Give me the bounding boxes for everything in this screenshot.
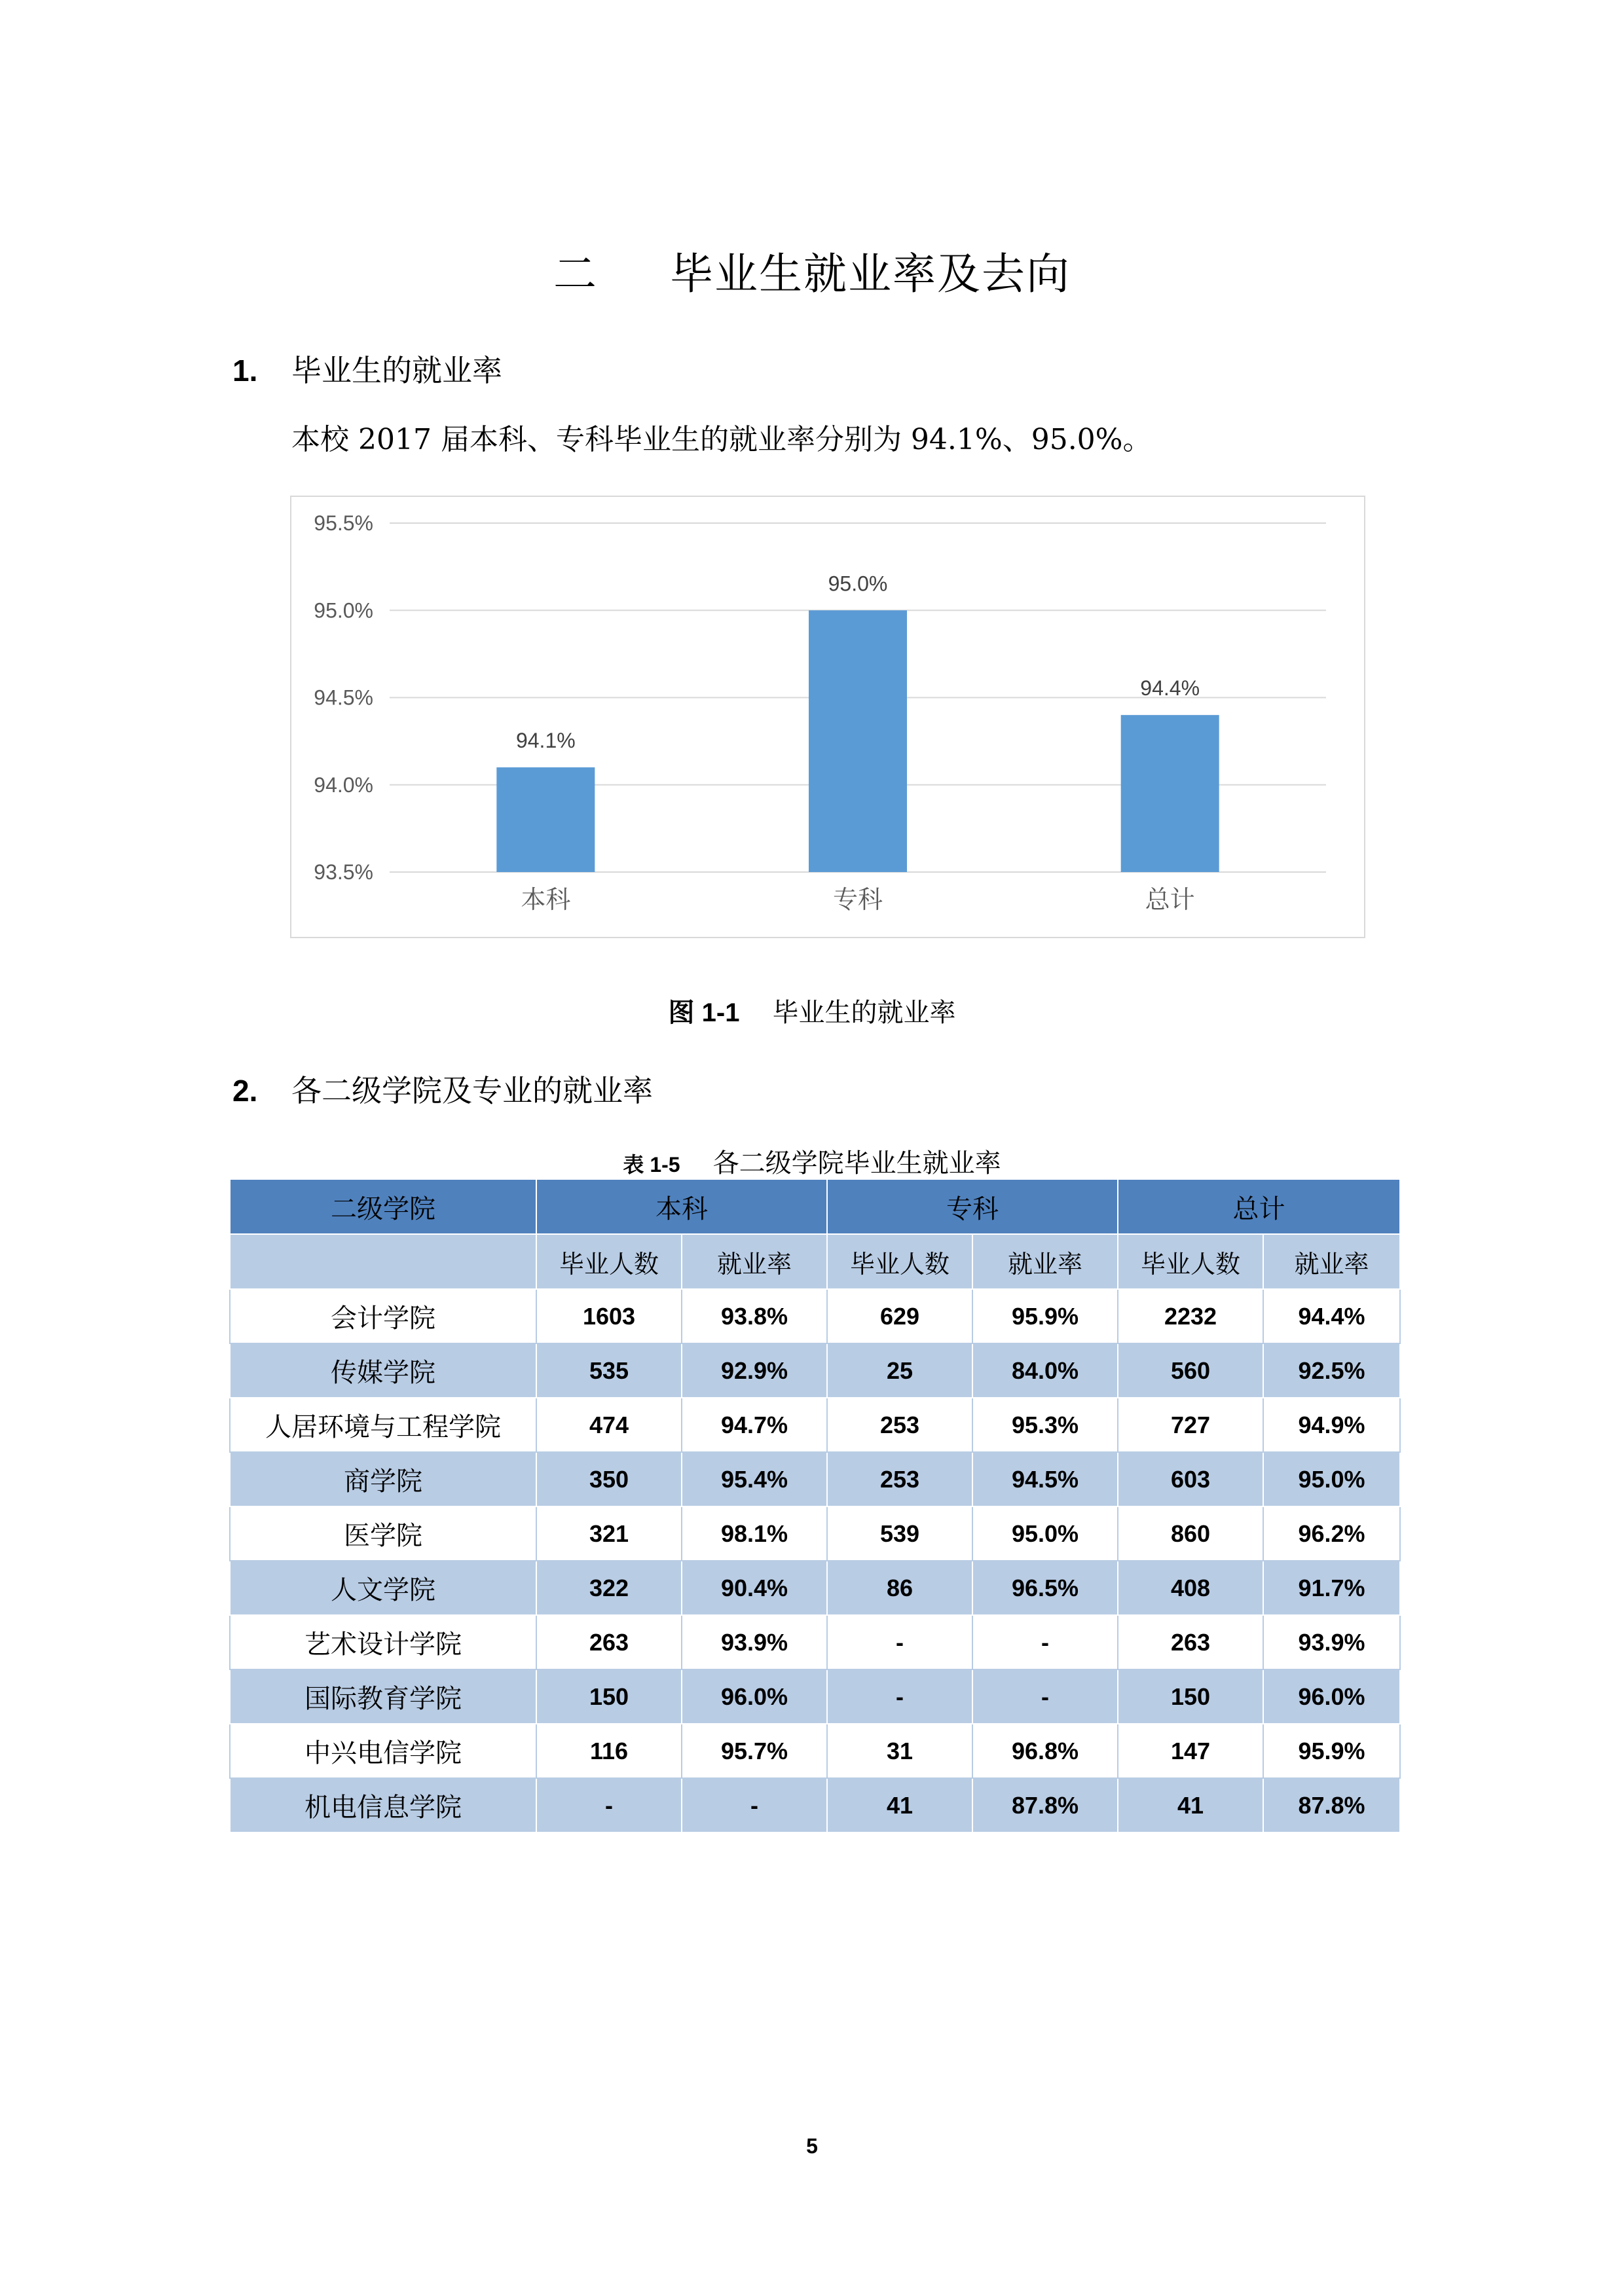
chart-canvas xyxy=(291,497,1364,937)
graduates-cell: 560 xyxy=(1118,1343,1263,1398)
college-name-cell: 机电信息学院 xyxy=(230,1778,536,1832)
y-tick-label: 93.5% xyxy=(314,860,373,884)
subheader-rate: 就业率 xyxy=(972,1234,1118,1289)
graduates-cell: 31 xyxy=(827,1724,972,1778)
table-row xyxy=(230,1561,1400,1615)
graduates-cell: 41 xyxy=(827,1778,972,1832)
section-title: 毕业生的就业率 xyxy=(291,353,502,388)
graduates-cell: 253 xyxy=(827,1398,972,1452)
bar-chart xyxy=(290,496,1365,938)
college-name-cell: 商学院 xyxy=(230,1452,536,1506)
graduates-cell: 321 xyxy=(536,1506,682,1561)
graduates-cell: - xyxy=(827,1615,972,1669)
college-name-cell: 医学院 xyxy=(230,1506,536,1561)
x-category-label: 总计 xyxy=(1145,885,1195,914)
rate-cell: 93.9% xyxy=(682,1615,827,1669)
college-name-cell: 会计学院 xyxy=(230,1289,536,1343)
table-row xyxy=(230,1452,1400,1506)
rate-cell: 93.8% xyxy=(682,1289,827,1343)
table-subheader-row xyxy=(230,1234,1400,1289)
graduates-cell: 350 xyxy=(536,1452,682,1506)
graduates-cell: - xyxy=(827,1669,972,1724)
y-tick-label: 95.5% xyxy=(314,511,373,535)
rate-cell: 84.0% xyxy=(972,1343,1118,1398)
rate-cell: 96.2% xyxy=(1263,1506,1400,1561)
table-row xyxy=(230,1289,1400,1343)
subheader-graduates: 毕业人数 xyxy=(536,1234,682,1289)
figure-caption-text: 毕业生的就业率 xyxy=(772,998,956,1028)
table-row xyxy=(230,1506,1400,1561)
intro-paragraph: 本校 2017 届本科、专科毕业生的就业率分别为 94.1%、95.0%。 xyxy=(291,423,1152,456)
bar xyxy=(496,767,595,872)
college-name-cell: 人居环境与工程学院 xyxy=(230,1398,536,1452)
table-label: 表 1-5 xyxy=(623,1153,680,1176)
bar xyxy=(809,610,907,872)
graduates-cell: 727 xyxy=(1118,1398,1263,1452)
graduates-cell: 629 xyxy=(827,1289,972,1343)
rate-cell: 98.1% xyxy=(682,1506,827,1561)
graduates-cell: 150 xyxy=(1118,1669,1263,1724)
graduates-cell: 116 xyxy=(536,1724,682,1778)
graduates-cell: 2232 xyxy=(1118,1289,1263,1343)
rate-cell: 95.0% xyxy=(1263,1452,1400,1506)
rate-cell: 95.9% xyxy=(1263,1724,1400,1778)
graduates-cell: 474 xyxy=(536,1398,682,1452)
table-caption-text: 各二级学院毕业生就业率 xyxy=(712,1148,1001,1178)
table-row xyxy=(230,1669,1400,1724)
college-name-cell: 中兴电信学院 xyxy=(230,1724,536,1778)
x-category-label: 本科 xyxy=(521,885,571,914)
rate-cell: 94.4% xyxy=(1263,1289,1400,1343)
rate-cell: 92.5% xyxy=(1263,1343,1400,1398)
graduates-cell: 408 xyxy=(1118,1561,1263,1615)
section-heading-1 xyxy=(232,347,502,390)
rate-cell: - xyxy=(972,1615,1118,1669)
graduates-cell: 263 xyxy=(1118,1615,1263,1669)
header-college: 二级学院 xyxy=(230,1179,536,1234)
college-name-cell: 人文学院 xyxy=(230,1561,536,1615)
rate-cell: 91.7% xyxy=(1263,1561,1400,1615)
rate-cell: 94.5% xyxy=(972,1452,1118,1506)
rate-cell: 96.5% xyxy=(972,1561,1118,1615)
header-group-associate: 专科 xyxy=(827,1179,1118,1234)
graduates-cell: 147 xyxy=(1118,1724,1263,1778)
graduates-cell: 322 xyxy=(536,1561,682,1615)
subheader-graduates: 毕业人数 xyxy=(1118,1234,1263,1289)
rate-cell: 95.7% xyxy=(682,1724,827,1778)
chapter-number: 二 xyxy=(553,249,598,299)
table-row xyxy=(230,1615,1400,1669)
graduates-cell: 150 xyxy=(536,1669,682,1724)
subheader-graduates: 毕业人数 xyxy=(827,1234,972,1289)
graduates-cell: 539 xyxy=(827,1506,972,1561)
chapter-title-text: 毕业生就业率及去向 xyxy=(670,249,1071,299)
table-row xyxy=(230,1398,1400,1452)
graduates-cell: 86 xyxy=(827,1561,972,1615)
college-name-cell: 传媒学院 xyxy=(230,1343,536,1398)
rate-cell: 92.9% xyxy=(682,1343,827,1398)
figure-label: 图 1-1 xyxy=(668,998,740,1027)
x-category-label: 专科 xyxy=(832,885,883,914)
graduates-cell: 25 xyxy=(827,1343,972,1398)
rate-cell: 96.8% xyxy=(972,1724,1118,1778)
graduates-cell: 603 xyxy=(1118,1452,1263,1506)
subheader-blank xyxy=(230,1234,536,1289)
figure-caption xyxy=(0,992,1624,1029)
bar xyxy=(1121,715,1219,872)
y-tick-label: 95.0% xyxy=(314,598,373,623)
rate-cell: - xyxy=(972,1669,1118,1724)
rate-cell: 95.0% xyxy=(972,1506,1118,1561)
data-label: 94.1% xyxy=(515,729,576,753)
data-label: 95.0% xyxy=(828,572,888,596)
rate-cell: 95.9% xyxy=(972,1289,1118,1343)
header-group-bachelor: 本科 xyxy=(536,1179,827,1234)
rate-cell: 90.4% xyxy=(682,1561,827,1615)
rate-cell: 96.0% xyxy=(1263,1669,1400,1724)
subheader-rate: 就业率 xyxy=(1263,1234,1400,1289)
header-group-total: 总计 xyxy=(1118,1179,1400,1234)
employment-table xyxy=(229,1178,1401,1833)
rate-cell: 96.0% xyxy=(682,1669,827,1724)
section-number: 1. xyxy=(232,354,258,388)
page-number: 5 xyxy=(806,2134,818,2158)
y-tick-label: 94.0% xyxy=(314,773,373,797)
subheader-rate: 就业率 xyxy=(682,1234,827,1289)
table-row xyxy=(230,1343,1400,1398)
rate-cell: - xyxy=(682,1778,827,1832)
graduates-cell: 860 xyxy=(1118,1506,1263,1561)
section-number: 2. xyxy=(232,1074,258,1108)
section-title: 各二级学院及专业的就业率 xyxy=(291,1073,653,1108)
rate-cell: 87.8% xyxy=(972,1778,1118,1832)
rate-cell: 87.8% xyxy=(1263,1778,1400,1832)
graduates-cell: 1603 xyxy=(536,1289,682,1343)
graduates-cell: 535 xyxy=(536,1343,682,1398)
rate-cell: 94.7% xyxy=(682,1398,827,1452)
rate-cell: 93.9% xyxy=(1263,1615,1400,1669)
section-heading-2 xyxy=(232,1067,653,1110)
graduates-cell: 41 xyxy=(1118,1778,1263,1832)
rate-cell: 94.9% xyxy=(1263,1398,1400,1452)
chapter-title xyxy=(0,239,1624,301)
table-row xyxy=(230,1778,1400,1832)
college-name-cell: 国际教育学院 xyxy=(230,1669,536,1724)
table-header-row xyxy=(230,1179,1400,1234)
college-name-cell: 艺术设计学院 xyxy=(230,1615,536,1669)
data-label: 94.4% xyxy=(1140,676,1200,701)
graduates-cell: 263 xyxy=(536,1615,682,1669)
graduates-cell: 253 xyxy=(827,1452,972,1506)
table-row xyxy=(230,1724,1400,1778)
rate-cell: 95.3% xyxy=(972,1398,1118,1452)
graduates-cell: - xyxy=(536,1778,682,1832)
rate-cell: 95.4% xyxy=(682,1452,827,1506)
y-tick-label: 94.5% xyxy=(314,685,373,710)
table-caption xyxy=(0,1142,1624,1180)
